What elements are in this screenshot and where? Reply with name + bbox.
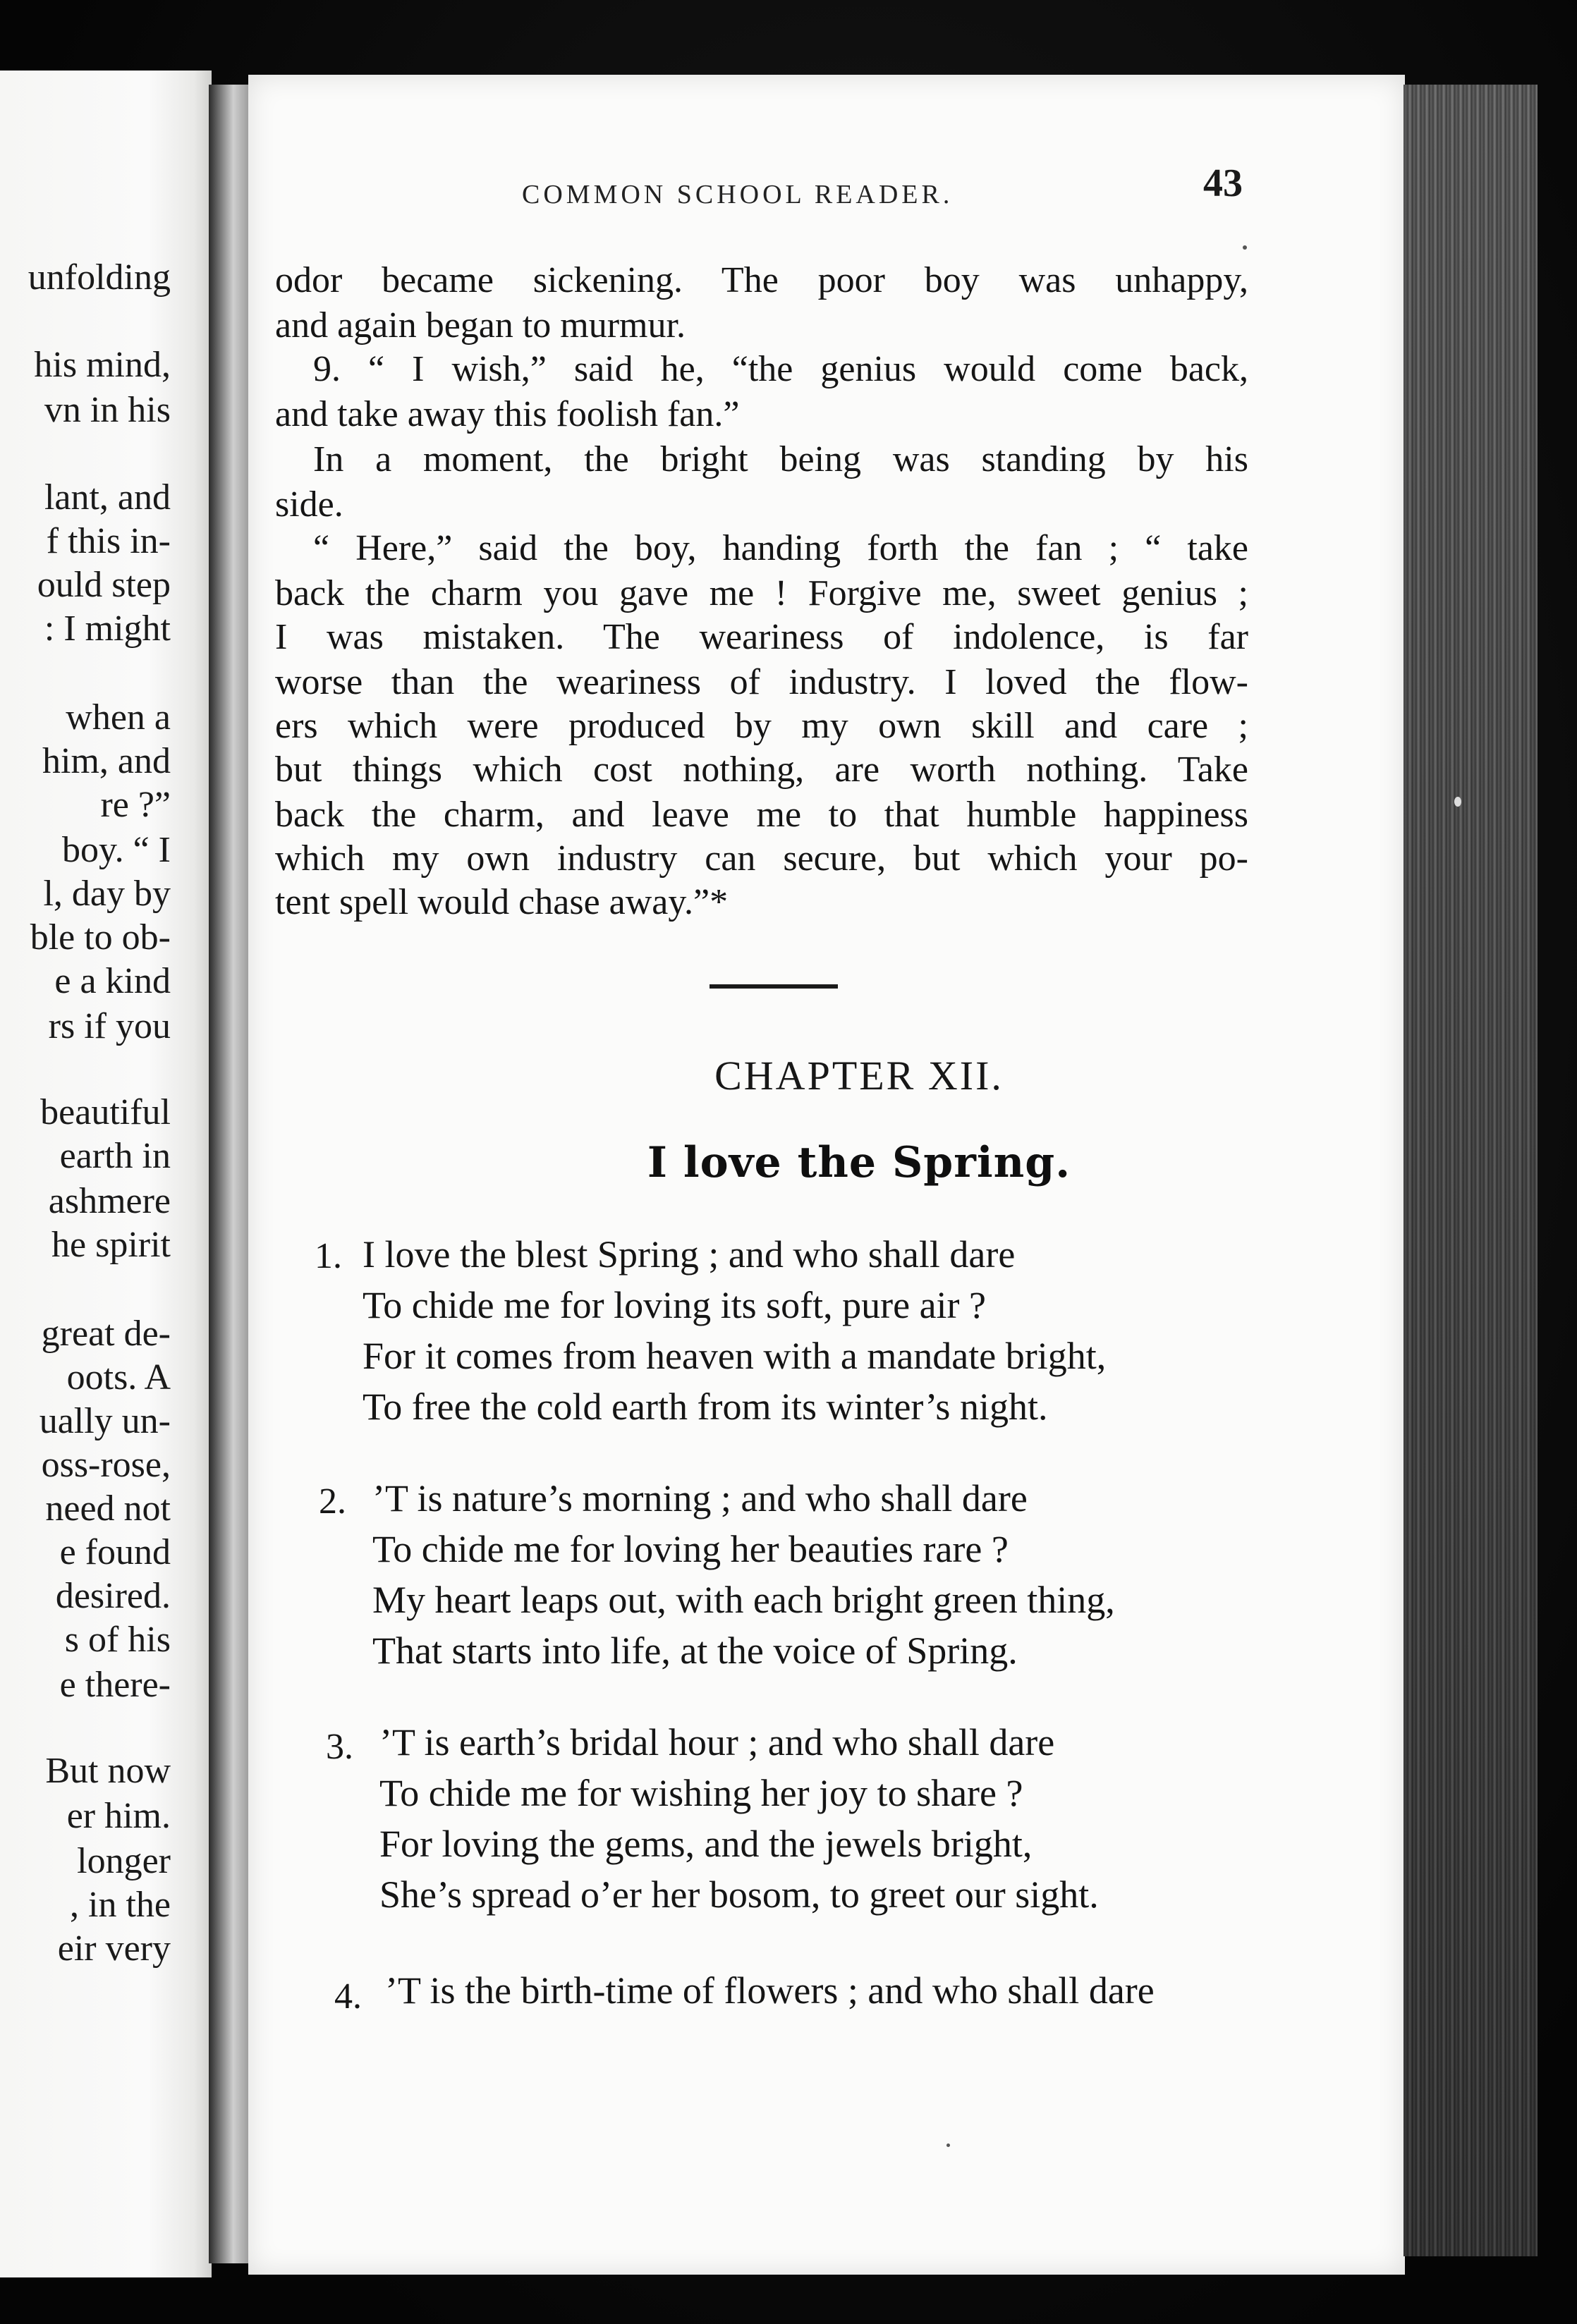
prose-line: and again began to murmur. bbox=[275, 305, 686, 345]
verse-line: For it comes from heaven with a mandate bright, bbox=[363, 1335, 1107, 1377]
prose-line: odor became sickening. The poor boy was unhappy, bbox=[275, 260, 1248, 300]
verse-line: To free the cold earth from its winter’s night. bbox=[363, 1386, 1048, 1428]
facing-page-fragment: oots. A bbox=[66, 1357, 171, 1398]
print-speck bbox=[1454, 797, 1461, 807]
facing-page-fragment: e there- bbox=[59, 1665, 171, 1705]
verse-line: To chide me for loving its soft, pure air ? bbox=[363, 1284, 986, 1326]
facing-page-fragment: : I might bbox=[44, 608, 171, 649]
facing-page-fragment: he spirit bbox=[51, 1225, 171, 1265]
print-speck bbox=[1243, 245, 1247, 250]
prose-line: back the charm, and leave me to that humble happiness bbox=[275, 795, 1248, 835]
verse-line: ’T is the birth-time of flowers ; and who shall dare bbox=[385, 1969, 1155, 2012]
prose-line: worse than the weariness of industry. I loved the flow- bbox=[275, 662, 1248, 702]
facing-page-fragment: need not bbox=[45, 1488, 171, 1529]
facing-page-fragment: ould step bbox=[37, 565, 171, 605]
facing-page-fragment: ually un- bbox=[39, 1401, 171, 1441]
facing-page-fragment: er him. bbox=[66, 1796, 171, 1836]
facing-page-fragment: him, and bbox=[42, 741, 171, 781]
facing-page-fragment: boy. “ I bbox=[61, 830, 171, 870]
verse-line: She’s spread o’er her bosom, to greet our sight. bbox=[379, 1873, 1099, 1916]
section-rule bbox=[710, 984, 838, 989]
facing-page-fragment: longer bbox=[77, 1841, 171, 1881]
prose-line: “ Here,” said the boy, handing forth the fan ; “ take bbox=[313, 528, 1248, 568]
facing-page-fragment: ashmere bbox=[48, 1181, 171, 1221]
facing-page-fragment: l, day by bbox=[43, 874, 171, 914]
prose-line: side. bbox=[275, 484, 343, 525]
running-head: COMMON SCHOOL READER. bbox=[522, 180, 954, 209]
facing-page-fragment: , in the bbox=[70, 1885, 171, 1925]
facing-page-fragment: e found bbox=[59, 1532, 171, 1572]
facing-page-fragment: ble to ob- bbox=[30, 917, 171, 958]
chapter-title bbox=[0, 1138, 1577, 1187]
stanza-number: 4. bbox=[334, 1976, 362, 2017]
facing-page-fragment: s of his bbox=[64, 1620, 171, 1660]
facing-page-fragment: when a bbox=[66, 697, 171, 738]
facing-page-fragment: his mind, bbox=[34, 345, 171, 385]
stanza-number: 1. bbox=[315, 1236, 342, 1276]
prose-line: tent spell would chase away.”* bbox=[275, 882, 729, 922]
facing-page-fragment: earth in bbox=[59, 1136, 171, 1176]
facing-page-fragment: eir very bbox=[57, 1928, 171, 1969]
facing-page-fragment: oss-rose, bbox=[41, 1445, 171, 1485]
verse-line: For loving the gems, and the jewels bright, bbox=[379, 1823, 1033, 1865]
verse-line: I love the blest Spring ; and who shall dare bbox=[363, 1233, 1016, 1276]
verse-line: That starts into life, at the voice of Spring. bbox=[372, 1629, 1018, 1672]
prose-line: but things which cost nothing, are worth nothing. Take bbox=[275, 750, 1248, 790]
verse-line: My heart leaps out, with each bright green thing, bbox=[372, 1579, 1115, 1621]
chapter-heading bbox=[0, 1052, 1577, 1099]
chapter-title-text: I love the Spring. bbox=[647, 1138, 1071, 1187]
verse-line: ’T is earth’s bridal hour ; and who shall dare bbox=[379, 1721, 1055, 1763]
verse-line: ’T is nature’s morning ; and who shall dare bbox=[372, 1477, 1028, 1519]
prose-line: 9. “ I wish,” said he, “the genius would come back, bbox=[313, 349, 1248, 389]
facing-page-fragment: vn in his bbox=[44, 390, 171, 430]
facing-page-fragment: But now bbox=[45, 1751, 171, 1791]
facing-page-fragment: lant, and bbox=[44, 477, 171, 518]
stanza-number: 3. bbox=[326, 1727, 353, 1767]
prose-line: I was mistaken. The weariness of indolence, is far bbox=[275, 617, 1248, 657]
facing-page-fragment: great de- bbox=[41, 1314, 171, 1354]
prose-line: ers which were produced by my own skill and care ; bbox=[275, 706, 1248, 746]
chapter-heading-text: CHAPTER XII. bbox=[714, 1053, 1004, 1099]
verse-line: To chide me for loving her beauties rare ? bbox=[372, 1528, 1009, 1570]
prose-line: and take away this foolish fan.” bbox=[275, 394, 740, 434]
facing-page-fragment: e a kind bbox=[54, 961, 171, 1001]
prose-line: In a moment, the bright being was standing by his bbox=[313, 439, 1248, 479]
facing-page-fragment: rs if you bbox=[48, 1006, 171, 1046]
facing-page-fragment: re ?” bbox=[100, 785, 171, 825]
prose-line: back the charm you gave me ! Forgive me, sweet genius ; bbox=[275, 573, 1248, 613]
facing-page-fragment: beautiful bbox=[40, 1092, 171, 1132]
verse-line: To chide me for wishing her joy to share ? bbox=[379, 1772, 1023, 1814]
page-number: 43 bbox=[1203, 161, 1243, 205]
prose-line: which my own industry can secure, but which your po- bbox=[275, 838, 1248, 879]
print-speck bbox=[946, 2143, 950, 2147]
facing-page-fragment: desired. bbox=[55, 1576, 171, 1616]
facing-page-fragment: f this in- bbox=[46, 521, 171, 561]
facing-page-fragment: unfolding bbox=[28, 257, 171, 298]
stanza-number: 2. bbox=[319, 1481, 346, 1522]
